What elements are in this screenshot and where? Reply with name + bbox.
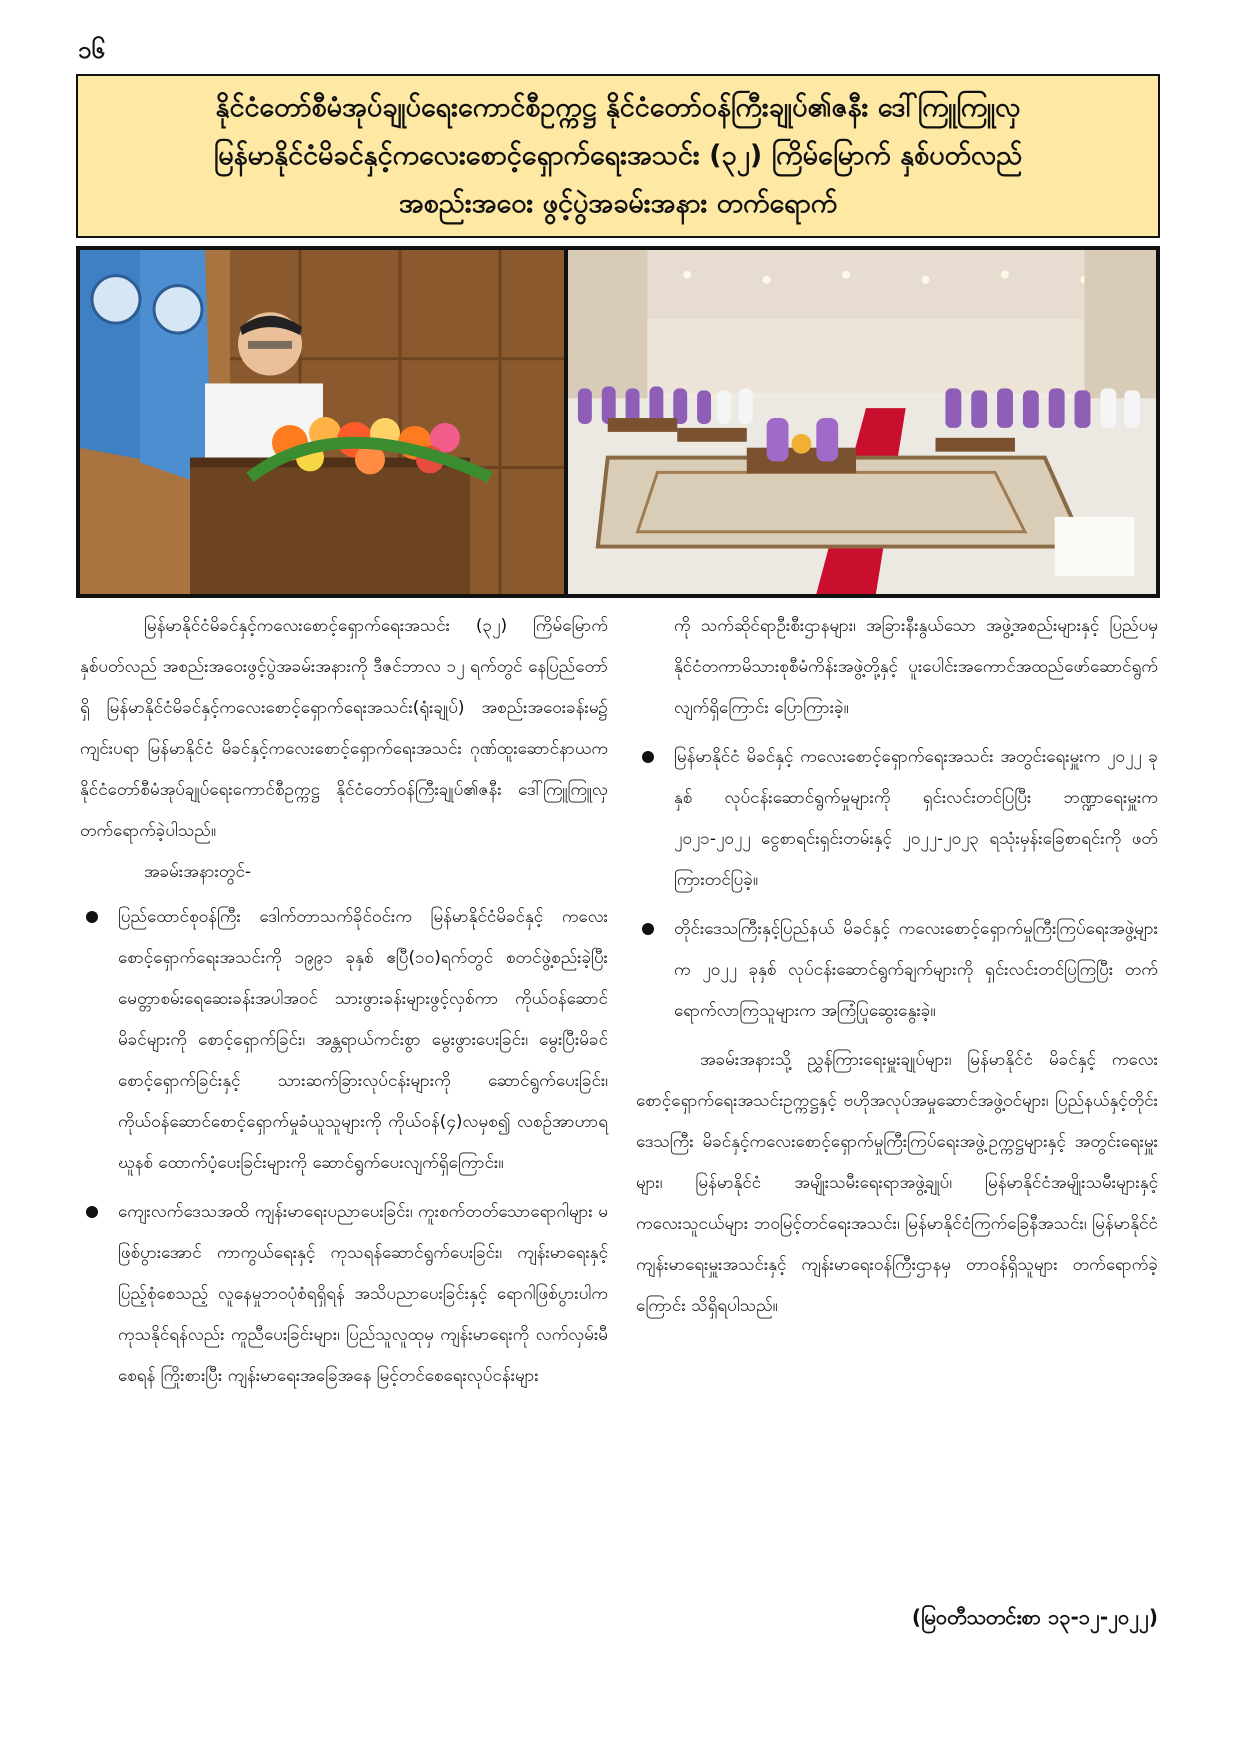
bullet-text: ကျေးလက်ဒေသအထိ ကျန်းမာရေးပညာပေးခြင်း၊ ကူးစက်တတ်သောရောဂါများ မဖြစ်ပွားအောင် ကာကွယ်ရေးနှင့် ကုသရန်ဆောင်ရွက်ပေးခြင်း၊ ကျန်းမာရေးနှင့်ပြည့်စုံစေသည့် လူနေမှုဘဝပုံစံရရှိရန် အသိပညာပေးခြင်းနှင့် ရောဂါဖြစ်ပွားပါက ကုသနိုင်ရန်လည်း ကူညီပေးခြင်းများ၊ ပြည်သူလူထုမှ ကျန်းမာရေးကို လက်လှမ်းမီစေရန် ကြိုးစားပြီး ကျန်းမာရေးအခြေအနေ မြင့်တင်စေရေးလုပ်ငန်းများ <box>118 1202 608 1386</box>
list-item <box>80 897 608 1184</box>
bullet-icon <box>86 911 98 923</box>
bullet-text: မြန်မာနိုင်ငံ မိခင်နှင့် ကလေးစောင့်ရှောက်ရေးအသင်း အတွင်းရေးမှူးက ၂၀၂၂ ခုနှစ် လုပ်ငန်းဆောင်ရွက်မှုများကို ရှင်းလင်းတင်ပြပြီး ဘဏ္ဍာရေးမှူးက ၂၀၂၁-၂၀၂၂ ငွေစာရင်းရှင်းတမ်းနှင့် ၂၀၂၂-၂၀၂၃ ရသုံးမှန်းခြေစာရင်းကို ဖတ်ကြားတင်ပြခဲ့။ <box>674 747 1158 890</box>
page-number: ၁၆ <box>78 36 105 64</box>
intro-paragraph: မြန်မာနိုင်ငံမိခင်နှင့်ကလေးစောင့်ရှောက်ရေးအသင်း (၃၂) ကြိမ်မြောက်နှစ်ပတ်လည် အစည်းအဝေးဖွင့်ပွဲအခမ်းအနားကို ဒီဇင်ဘာလ ၁၂ ရက်တွင် နေပြည်တော်ရှိ မြန်မာနိုင်ငံမိခင်နှင့်ကလေးစောင့်ရှောက်ရေးအသင်း(ရုံးချုပ်) အစည်းအဝေးခန်းမ၌ ကျင်းပရာ မြန်မာနိုင်ငံ မိခင်နှင့်ကလေးစောင့်ရှောက်ရေးအသင်း ဂုဏ်ထူးဆောင်နာယက နိုင်ငံတော်စီမံအုပ်ချုပ်ရေးကောင်စီဥက္ကဋ္ဌ နိုင်ငံတော်ဝန်ကြီးချုပ်၏ဇနီး ဒေါ်ကြူကြူလှ တက်ရောက်ခဲ့ပါသည်။ <box>80 616 608 841</box>
bullet-icon <box>86 1206 98 1218</box>
bullet-text: တိုင်းဒေသကြီးနှင့်ပြည်နယ် မိခင်နှင့် ကလေးစောင့်ရှောက်မှုကြီးကြပ်ရေးအဖွဲ့များက ၂၀၂၂ ခုနှစ် လုပ်ငန်းဆောင်ရွက်ချက်များကို ရှင်းလင်းတင်ပြကြပြီး တက်ရောက်လာကြသူများက အကြံပြုဆွေးနွေးခဲ့။ <box>674 919 1158 1021</box>
bullet-text: ပြည်ထောင်စုဝန်ကြီး ဒေါက်တာသက်ခိုင်ဝင်းက မြန်မာနိုင်ငံမိခင်နှင့် ကလေးစောင့်ရှောက်ရေးအသင်းကို ၁၉၉၁ ခုနှစ် ဧပြီ(၁၀)ရက်တွင် စတင်ဖွဲ့စည်းခဲ့ပြီး မေတ္တာစမ်းရေဆေးခန်းအပါအဝင် သားဖွားခန်းများဖွင့်လှစ်ကာ ကိုယ်ဝန်ဆောင်မိခင်များကို စောင့်ရှောက်ခြင်း၊ အန္တရာယ်ကင်းစွာ မွေးဖွားပေးခြင်း၊ မွေးပြီးမိခင်စောင့်ရှောက်ခြင်းနှင့် သားဆက်ခြားလုပ်ငန်းများကို ဆောင်ရွက်ပေးခြင်း၊ ကိုယ်ဝန်ဆောင်စောင့်ရှောက်မှုခံယူသူများကို ကိုယ်ဝန်(၄)လမှစ၍ လစဉ်အာဟာရဃူနစ် ထောက်ပံ့ပေးခြင်းများကို ဆောင်ရွက်ပေးလျက်ရှိကြောင်း။ <box>118 907 608 1173</box>
bullet-icon <box>642 751 654 763</box>
speaker-photo <box>80 250 564 594</box>
source-credit: (မြဝတီသတင်းစာ ၁၃-၁၂-၂၀၂၂) <box>911 1605 1158 1629</box>
left-column <box>80 606 608 1405</box>
list-item <box>636 737 1158 901</box>
ceremony-subheading: အခမ်းအနားတွင်- <box>144 862 252 882</box>
audience-photo <box>568 250 1156 594</box>
list-item <box>80 1192 608 1397</box>
list-item <box>636 909 1158 1032</box>
continued-paragraph: ကို သက်ဆိုင်ရာဦးစီးဌာနများ၊ အခြားနီးနွယ်သော အဖွဲ့အစည်းများနှင့် ပြည်ပမှ နိုင်ငံတကာမိသားစုစီမံကိန်းအဖွဲ့တို့နှင့် ပူးပေါင်းအကောင်အထည်ဖော်ဆောင်ရွက်လျက်ရှိကြောင်း ပြောကြားခဲ့။ <box>674 616 1158 718</box>
photo-strip <box>76 246 1160 598</box>
headline-line-2: မြန်မာနိုင်ငံမိခင်နှင့်ကလေးစောင့်ရှောက်ရေးအသင်း (၃၂) ကြိမ်မြောက် နှစ်ပတ်လည် <box>213 140 1023 171</box>
bullet-icon <box>642 923 654 935</box>
headline-line-1: နိုင်ငံတော်စီမံအုပ်ချုပ်ရေးကောင်စီဥက္ကဋ္ဌ နိုင်ငံတော်ဝန်ကြီးချုပ်၏ဇနီး ဒေါ်ကြူကြူလှ <box>215 92 1021 123</box>
headline-line-3: အစည်းအဝေး ဖွင့်ပွဲအခမ်းအနား တက်ရောက် <box>398 188 838 219</box>
headline-box <box>76 74 1160 238</box>
closing-paragraph: အခမ်းအနားသို့ ညွှန်ကြားရေးမှူးချုပ်များ၊ မြန်မာနိုင်ငံ မိခင်နှင့် ကလေးစောင့်ရှောက်ရေးအသင်းဥက္ကဋ္ဌနှင့် ဗဟိုအလုပ်အမှုဆောင်အဖွဲ့ဝင်များ၊ ပြည်နယ်နှင့်တိုင်းဒေသကြီး မိခင်နှင့်ကလေးစောင့်ရှောက်မှုကြီးကြပ်ရေးအဖွဲ့ဥက္ကဋ္ဌများနှင့် အတွင်းရေးမှူးများ၊ မြန်မာနိုင်ငံ အမျိုးသမီးရေးရာအဖွဲ့ချုပ်၊ မြန်မာနိုင်ငံအမျိုးသမီးများနှင့် ကလေးသူငယ်များ ဘဝမြင့်တင်ရေးအသင်း၊ မြန်မာနိုင်ငံကြက်ခြေနီအသင်း၊ မြန်မာနိုင်ငံကျန်းမာရေးမှူးအသင်းနှင့် ကျန်းမာရေးဝန်ကြီးဌာနမှ တာဝန်ရှိသူများ တက်ရောက်ခဲ့ကြောင်း သိရှိရပါသည်။ <box>636 1050 1158 1316</box>
right-column <box>636 606 1158 1327</box>
